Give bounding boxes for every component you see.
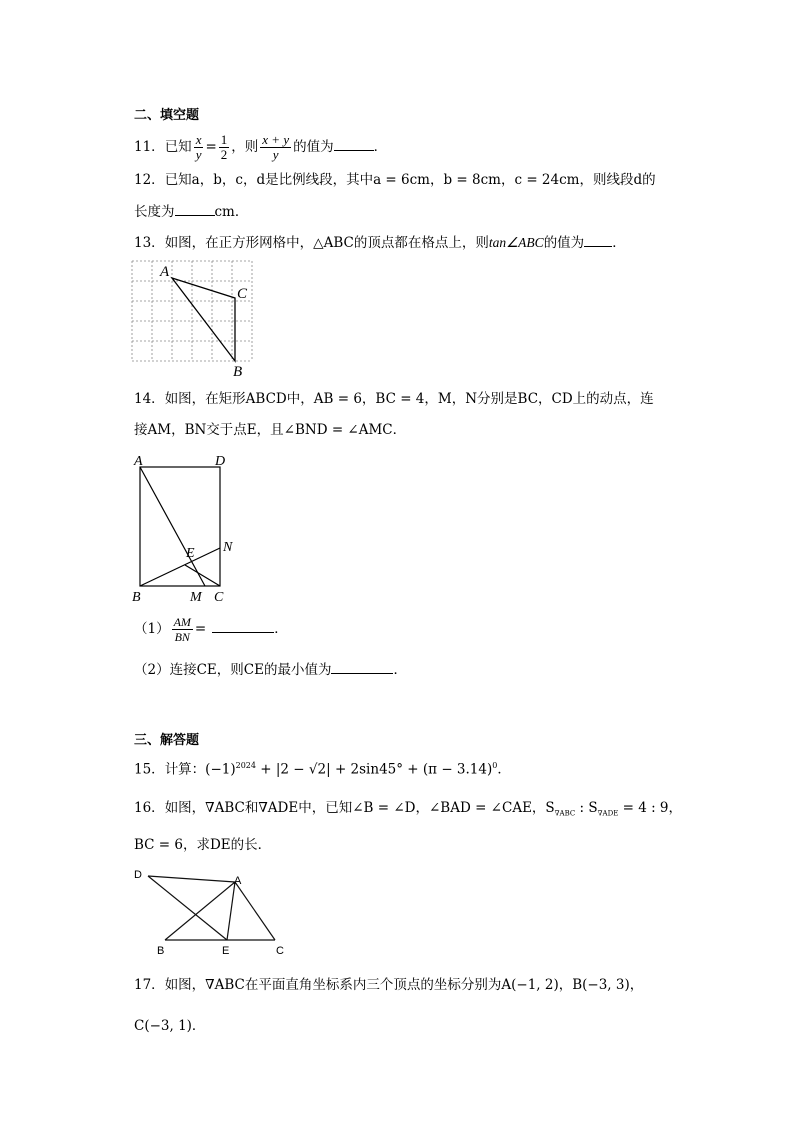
- label-n: N: [223, 540, 233, 555]
- label-e: E: [186, 546, 195, 561]
- segment-de: [148, 876, 227, 940]
- question-16: 16．如图，∇ABC和∇ADE中，已知∠B = ∠D，∠BAD = ∠CAE，$S_{\nabla ABC}$ : $S_{\nabla ADE} = 4$ : 9，: [134, 800, 683, 818]
- label-e: E: [222, 945, 230, 957]
- question-number: 16．: [134, 800, 165, 816]
- label-a: A: [234, 875, 242, 887]
- question-17: 17．如图，∇ABC在平面直角坐标系内三个顶点的坐标分别为A(−1, 2)，B(−3, 3)，: [134, 977, 644, 993]
- question-14-part1: （1） $\frac{AM}{BN}$ = ．: [134, 615, 288, 644]
- segment-ac: [235, 882, 275, 940]
- label-c: C: [214, 590, 224, 605]
- question-number: 11．: [134, 139, 165, 155]
- label-a: A: [134, 454, 143, 469]
- question-number: 13．: [134, 235, 165, 251]
- label-d: D: [215, 454, 226, 469]
- question-14: 14．如图，在矩形ABCD中，AB = 6，BC = 4，M，N分别是BC，CD上的动点，连: [134, 391, 654, 407]
- rectangle-abcd: [140, 467, 220, 586]
- label-a: A: [160, 264, 170, 280]
- question-13: 13．如图，在正方形网格中，△ABC的顶点都在格点上，则tan∠ABC的值为 ．: [134, 232, 626, 253]
- question-number: 15．: [134, 761, 165, 778]
- question-number: 17．: [134, 977, 165, 993]
- label-m: M: [190, 590, 202, 605]
- label-d: D: [134, 869, 142, 881]
- answer-blank[interactable]: [334, 136, 374, 151]
- answer-blank[interactable]: [212, 618, 274, 633]
- triangles-figure: [130, 864, 300, 960]
- fraction-x-over-y: $\frac{x}{y}$: [195, 132, 202, 162]
- question-12-line2: 长度为 cm．: [134, 201, 248, 222]
- triangle-abc: [172, 278, 235, 361]
- section-title-fill-in: 二、填空题: [134, 108, 200, 123]
- segment-bn: [140, 548, 220, 586]
- question-17-line2: C(−3, 1)．: [134, 1018, 206, 1034]
- segment-ce: [185, 565, 220, 586]
- segment-da: [148, 876, 235, 882]
- question-11: 11．已知 $\frac{x}{y}$ = $\frac{1}{2}$ ，则 $\frac{x + y}{y}$ 的值为 ．: [134, 132, 388, 162]
- question-16-line2: BC = 6，求DE的长．: [134, 837, 272, 853]
- fraction-x-plus-y-over-y: $\frac{x + y}{y}$: [262, 132, 290, 162]
- answer-blank[interactable]: [175, 201, 215, 216]
- segment-ae: [227, 882, 235, 940]
- segment-am: [140, 467, 205, 586]
- question-15: 15．计算：$(-1)^{2024} + |2 - √2| + 2\sin 45^\circ + (\pi - 3.14)^0$．: [134, 761, 511, 778]
- question-14-line2: 接AM，BN交于点E，且∠BND = ∠AMC．: [134, 422, 407, 438]
- label-c: C: [237, 286, 248, 302]
- label-b: B: [132, 590, 141, 605]
- fraction-1-over-2: $\frac{1}{2}$: [220, 132, 228, 162]
- grid-triangle-figure: [130, 258, 260, 380]
- segment-ab: [165, 882, 235, 940]
- answer-blank[interactable]: [584, 232, 612, 247]
- question-number: 12．: [134, 172, 165, 188]
- answer-blank[interactable]: [331, 659, 393, 674]
- section-title-answers: 三、解答题: [134, 733, 200, 748]
- fraction-am-over-bn: $\frac{AM}{BN}$: [173, 615, 191, 644]
- label-b: B: [233, 364, 243, 380]
- rectangle-abcd-figure: [128, 450, 248, 606]
- question-14-part2: （2）连接CE，则CE的最小值为 ．: [134, 659, 407, 680]
- label-c: C: [276, 945, 284, 957]
- label-b: B: [157, 945, 165, 957]
- question-12: 12．已知a，b，c，d是比例线段，其中a = 6cm，b = 8cm，c = 24cm，则线段d的: [134, 172, 656, 188]
- question-number: 14．: [134, 391, 165, 407]
